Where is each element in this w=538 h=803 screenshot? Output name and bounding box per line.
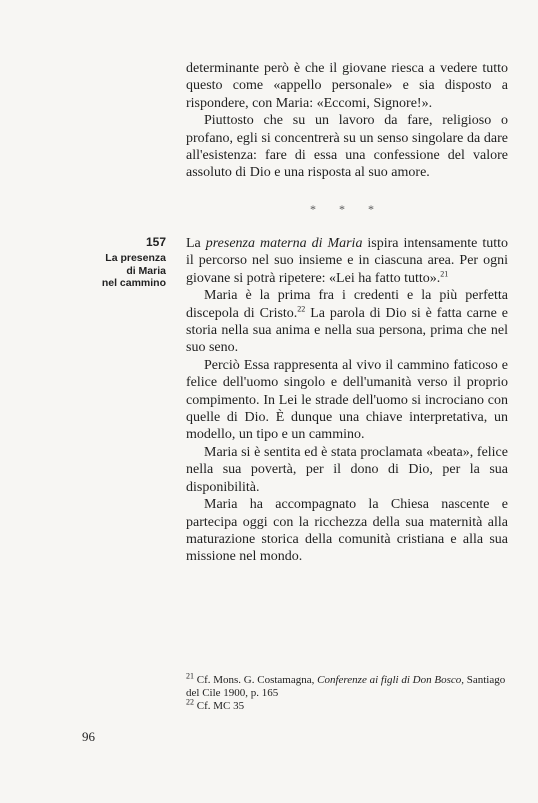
section-separator: * * * — [310, 202, 384, 216]
text-block-main — [186, 235, 508, 566]
footnotes — [186, 671, 508, 713]
text-fragment: La — [186, 236, 206, 251]
footnote-ref: 21 — [440, 269, 449, 279]
paragraph: determinante però è che il giovane riesca a vedere tutto questo come «appello personale» e sia disposto a rispondere, con Maria: «Eccomi, Signore!». — [186, 61, 508, 111]
sidenote-title — [90, 252, 166, 290]
sidenote-title-line: di Maria — [126, 264, 166, 277]
paragraph — [186, 287, 508, 357]
footnote-title: Conferenze ai figli di Don Bosco, — [317, 674, 464, 686]
footnote-text: Cf. MC 35 — [194, 700, 245, 712]
paragraph: Piuttosto che su un lavoro da fare, religioso o profano, egli si concentrerà su un senso singolare da dare all'esistenza: fare di essa una confessione del valore assoluto di Dio e una risposta al suo amore. — [186, 113, 508, 181]
text-fragment: ispira intensamente tutto il percorso nel suo insieme e in ciascuna area. Per ogni giovane si potrà ripetere: «Lei ha fatto tutto». — [186, 236, 508, 286]
paragraph: Maria ha accompagnato la Chiesa nascente e partecipa oggi con la ricchezza della sua maternità alla maturazione storica della comunità cristiana e alla sua missione nel mondo. — [186, 497, 508, 565]
page-number: 96 — [82, 729, 95, 744]
sidenote-title-line: nel cammino — [101, 277, 166, 290]
paragraph — [186, 235, 508, 287]
paragraph: Perciò Essa rappresenta al vivo il cammino faticoso e felice dell'uomo singolo e dell'umanità verso il proprio compimento. In Lei le strade dell'uomo si incrociano con quelle di Dio. È dunque una chiave interpretativa, un modello, un tipo e un cammino. — [186, 357, 508, 443]
footnote-ref: 22 — [297, 303, 306, 313]
text-fragment: La parola di Dio si è fatta carne e storia nella sua anima e nella sua persona, prima che nel suo seno. — [186, 305, 508, 356]
text-fragment: Maria è la prima fra i credenti e la più perfetta discepola di Cristo. — [186, 288, 508, 321]
italic-phrase: presenza materna di Maria — [205, 236, 363, 251]
footnote-number: 22 — [186, 697, 194, 707]
footnote-text: Santiago del Cile 1900, p. 165 — [186, 674, 506, 699]
text-block-top — [186, 60, 508, 182]
sidenote-title-line: La presenza — [105, 252, 166, 264]
sidenote-number: 157 — [145, 235, 166, 249]
footnote-number: 21 — [186, 671, 194, 681]
footnote — [186, 697, 508, 713]
footnote-text: Cf. Mons. G. Costamagna, — [194, 674, 318, 686]
footnote — [186, 671, 508, 700]
paragraph: Maria si è sentita ed è stata proclamata «beata», felice nella sua povertà, per il dono di Dio, per la sua disponibilità. — [186, 444, 508, 495]
